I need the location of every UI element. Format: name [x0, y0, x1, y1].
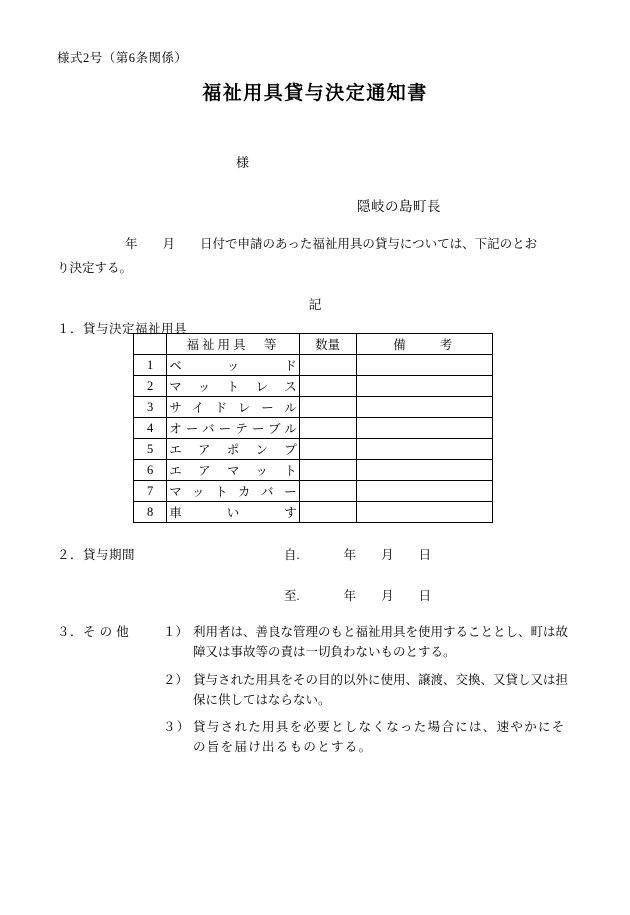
- section3-notes: [163, 622, 568, 765]
- intro-paragraph: [57, 233, 577, 281]
- ki-mark: 記: [308, 297, 322, 312]
- cell-name: エアポンプ: [167, 439, 299, 460]
- header-note: 備 考: [356, 334, 492, 355]
- table-row: [134, 502, 493, 523]
- cell-name: ベッド: [167, 355, 299, 376]
- note-text: 貸与された用具を必要としなくなった場合には、速やかにその旨を届け出るものとする。: [193, 720, 566, 755]
- cell-no: 7: [134, 481, 167, 502]
- cell-note[interactable]: [356, 397, 492, 418]
- form-number: 様式2号（第6条関係）: [57, 51, 188, 65]
- note-item: [163, 622, 568, 663]
- section2-heading: ２．貸与期間: [57, 548, 136, 562]
- table-row: [134, 439, 493, 460]
- table-row: [134, 418, 493, 439]
- note-item: [163, 670, 568, 711]
- issuer-name: 隠岐の島町長: [357, 199, 441, 214]
- cell-qty[interactable]: [299, 418, 356, 439]
- header-qty: 数量: [299, 334, 356, 355]
- cell-note[interactable]: [356, 460, 492, 481]
- cell-no: 1: [134, 355, 167, 376]
- cell-qty[interactable]: [299, 397, 356, 418]
- cell-no: 4: [134, 418, 167, 439]
- addressee-suffix: 様: [236, 155, 250, 170]
- cell-no: 8: [134, 502, 167, 523]
- cell-name: オーバーテーブル: [167, 418, 299, 439]
- cell-note[interactable]: [356, 376, 492, 397]
- cell-name: エアマット: [167, 460, 299, 481]
- table-row: [134, 460, 493, 481]
- cell-note[interactable]: [356, 439, 492, 460]
- cell-note[interactable]: [356, 355, 492, 376]
- lease-period-from: [284, 545, 431, 563]
- table-row: [134, 376, 493, 397]
- to-label: 至.: [284, 589, 300, 603]
- cell-name: 車いす: [167, 502, 299, 523]
- intro-line-2: り決定する。: [57, 260, 133, 275]
- cell-note[interactable]: [356, 502, 492, 523]
- cell-no: 5: [134, 439, 167, 460]
- table-header-row: [134, 334, 493, 355]
- header-name: 福祉用具 等: [167, 334, 299, 355]
- table-row: [134, 355, 493, 376]
- cell-name: マットカバー: [167, 481, 299, 502]
- cell-qty[interactable]: [299, 481, 356, 502]
- note-text: 利用者は、善良な管理のもと福祉用具を使用することとし、町は故障又は事故等の責は一切負わないものとする。: [193, 625, 569, 660]
- cell-note[interactable]: [356, 418, 492, 439]
- note-number: ３）: [163, 720, 191, 734]
- section3-heading: ３．そ の 他: [57, 625, 130, 639]
- page-title: 福祉用具貸与決定通知書: [202, 83, 428, 104]
- cell-name: マットレス: [167, 376, 299, 397]
- cell-qty[interactable]: [299, 439, 356, 460]
- cell-qty[interactable]: [299, 460, 356, 481]
- note-text: 貸与された用具をその目的以外に使用、譲渡、交換、又貸し又は担保に供してはならない。: [193, 672, 569, 707]
- cell-qty[interactable]: [299, 376, 356, 397]
- cell-note[interactable]: [356, 481, 492, 502]
- note-number: ２）: [163, 672, 189, 687]
- cell-no: 6: [134, 460, 167, 481]
- to-date: 年 月 日: [343, 589, 432, 603]
- cell-no: 2: [134, 376, 167, 397]
- note-item: [163, 717, 568, 758]
- cell-no: 3: [134, 397, 167, 418]
- section1-heading: １．貸与決定福祉用具: [57, 322, 188, 336]
- table-row: [134, 481, 493, 502]
- from-label: 自.: [284, 548, 300, 562]
- note-number: １）: [163, 625, 189, 639]
- cell-qty[interactable]: [299, 502, 356, 523]
- intro-line-1: 年 月 日付で申請のあった福祉用具の貸与については、下記のとお: [125, 237, 538, 251]
- goods-table: [133, 333, 493, 523]
- lease-period-to: [284, 586, 431, 604]
- cell-qty[interactable]: [299, 355, 356, 376]
- from-date: 年 月 日: [343, 548, 432, 562]
- header-no: [134, 334, 167, 355]
- cell-name: サイドレール: [167, 397, 299, 418]
- table-row: [134, 397, 493, 418]
